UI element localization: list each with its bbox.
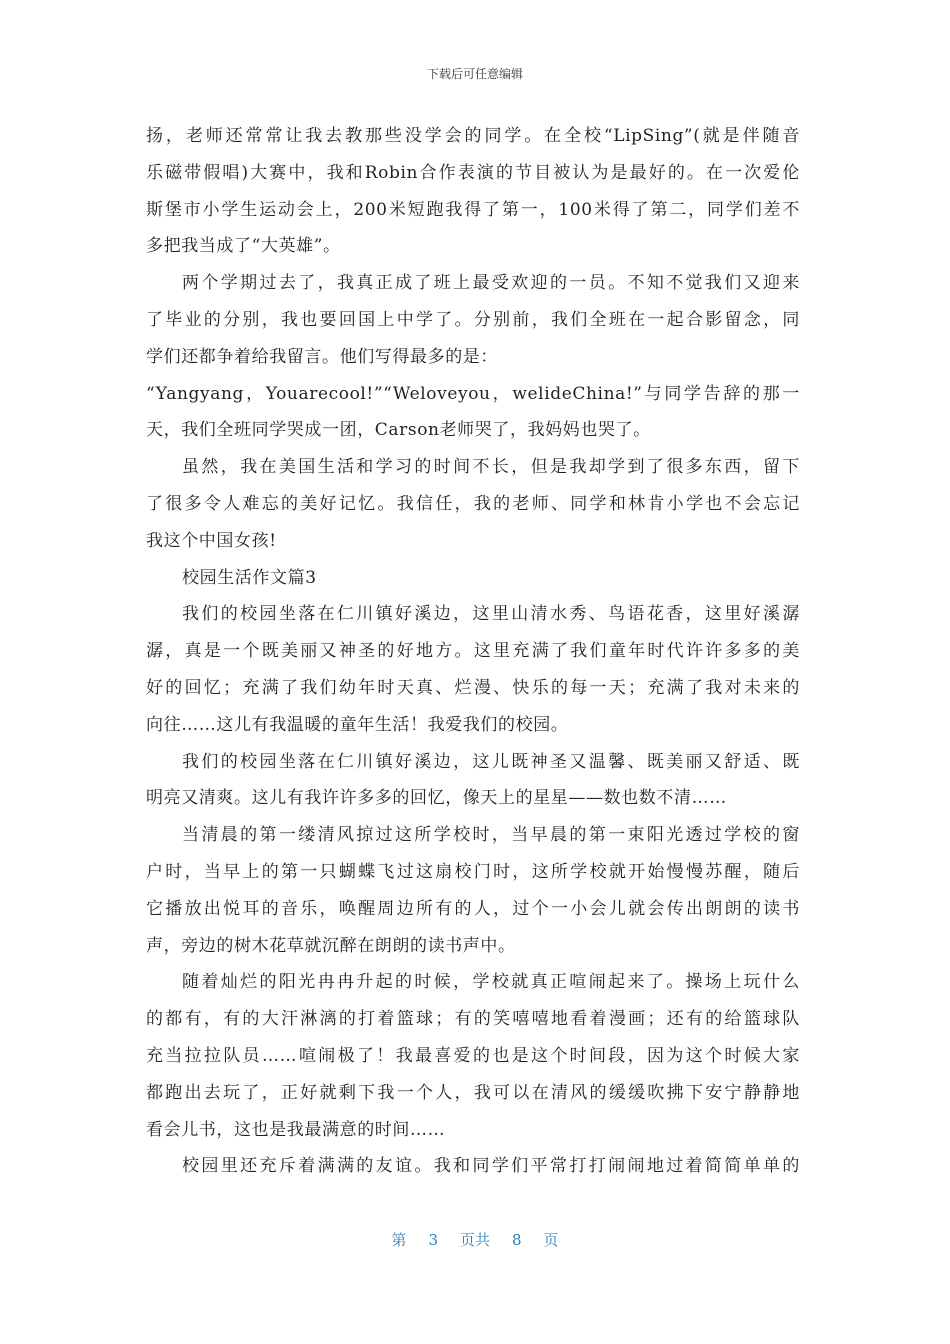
- text-line: 两个学期过去了，我真正成了班上最受欢迎的一员。不知不觉我们又迎来: [182, 273, 800, 294]
- text-line: 校园生活作文篇3: [182, 567, 317, 588]
- text-line: 户时，当早上的第一只蝴蝶飞过这扇校门时，这所学校就开始慢慢苏醒，随后: [146, 861, 800, 882]
- text-line: 校园里还充斥着满满的友谊。我和同学们平常打打闹闹地过着简简单单的: [182, 1156, 800, 1177]
- text-line: 的都有，有的大汗淋漓的打着篮球；有的笑嘻嘻地看着漫画；还有的给篮球队: [146, 1009, 800, 1030]
- text-line: 它播放出悦耳的音乐，唤醒周边所有的人，过个一小会儿就会传出朗朗的读书: [146, 898, 800, 919]
- text-line: 斯堡市小学生运动会上，200米短跑我得了第一，100米得了第二，同学们差不: [146, 199, 800, 220]
- text-line: 当清晨的第一缕清风掠过这所学校时，当早晨的第一束阳光透过学校的窗: [182, 825, 800, 846]
- text-line: 明亮又清爽。这儿有我许许多多的回忆，像天上的星星——数也数不清……: [146, 788, 727, 809]
- text-line: 扬，老师还常常让我去教那些没学会的同学。在全校“LipSing”(就是伴随音: [146, 126, 800, 146]
- text-line: 天，我们全班同学哭成一团，Carson老师哭了，我妈妈也哭了。: [146, 420, 651, 441]
- text-line: 潺，真是一个既美丽又神圣的好地方。这里充满了我们童年时代许许多多的美: [146, 641, 800, 662]
- text-line: 声，旁边的树木花草就沉醉在朗朗的读书声中。: [146, 935, 516, 956]
- text-line: 随着灿烂的阳光冉冉升起的时候，学校就真正喧闹起来了。操场上玩什么: [182, 972, 800, 993]
- page-header: 下载后可任意编辑: [426, 67, 523, 81]
- text-line: 多把我当成了“大英雄”。: [146, 236, 341, 257]
- text-line: 我们的校园坐落在仁川镇好溪边，这里山清水秀、鸟语花香，这里好溪潺: [182, 604, 800, 625]
- footer-total-pages: 8: [512, 1231, 522, 1249]
- text-line: 了很多令人难忘的美好记忆。我信任，我的老师、同学和林肯小学也不会忘记: [146, 493, 800, 514]
- text-line: 充当拉拉队员……喧闹极了！我最喜爱的也是这个时间段，因为这个时候大家: [146, 1045, 800, 1066]
- text-line: 乐磁带假唱)大赛中，我和Robin合作表演的节目被认为是最好的。在一次爱伦: [146, 162, 800, 183]
- text-line: 我这个中国女孩!: [146, 530, 277, 551]
- text-line: 学们还都争着给我留言。他们写得最多的是：: [146, 346, 498, 367]
- footer-prefix: 第: [391, 1231, 407, 1249]
- text-line: 看会儿书，这也是我最满意的时间……: [146, 1119, 446, 1140]
- page-footer: [0, 1230, 950, 1250]
- text-line: 都跑出去玩了，正好就剩下我一个人，我可以在清风的缓缓吹拂下安宁静静地: [146, 1082, 800, 1103]
- footer-page-number: 3: [428, 1231, 438, 1249]
- text-line: 我们的校园坐落在仁川镇好溪边，这儿既神圣又温馨、既美丽又舒适、既: [182, 751, 800, 772]
- footer-suffix: 页: [543, 1231, 559, 1249]
- document-body: [146, 118, 800, 1185]
- text-line: 虽然，我在美国生活和学习的时间不长，但是我却学到了很多东西，留下: [182, 457, 800, 478]
- text-line: “Yangyang，Youarecool!”“Weloveyou，welideChina!”与同学告辞的那一: [146, 383, 800, 404]
- text-line: 好的回忆；充满了我们幼年时天真、烂漫、快乐的每一天；充满了我对未来的: [146, 677, 800, 698]
- text-line: 向往……这儿有我温暖的童年生活！我爱我们的校园。: [146, 714, 569, 735]
- footer-middle: 页共: [459, 1231, 490, 1249]
- text-line: 了毕业的分别，我也要回国上中学了。分别前，我们全班在一起合影留念，同: [146, 309, 800, 330]
